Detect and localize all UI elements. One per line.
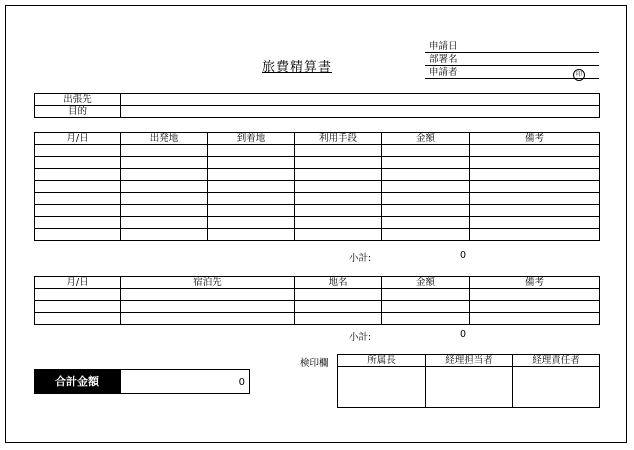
transport-table-cell[interactable] xyxy=(208,193,295,205)
transport-table xyxy=(34,132,600,241)
transport-table-cell[interactable] xyxy=(121,229,208,241)
transport-table-cell[interactable] xyxy=(35,229,121,241)
transport-table-cell[interactable] xyxy=(208,181,295,193)
applicant-field[interactable] xyxy=(425,67,599,79)
transport-table-cell[interactable] xyxy=(121,181,208,193)
lodging-table-cell[interactable] xyxy=(121,313,295,325)
transport-table-row xyxy=(35,145,600,157)
lodging-header-lodging: 宿泊先 xyxy=(121,277,295,289)
lodging-table-row xyxy=(35,289,600,301)
applicant-label: 申請者 xyxy=(429,67,458,78)
transport-table-row xyxy=(35,229,600,241)
transport-table-cell[interactable] xyxy=(382,229,470,241)
transport-table-cell[interactable] xyxy=(470,205,600,217)
approval-label: 検印欄 xyxy=(300,358,329,369)
lodging-header-notes: 備考 xyxy=(470,277,600,289)
transport-table-cell[interactable] xyxy=(295,157,382,169)
approval-table xyxy=(337,354,600,408)
transport-subtotal-value: 0 xyxy=(459,250,466,261)
transport-table-cell[interactable] xyxy=(35,145,121,157)
transport-table-cell[interactable] xyxy=(295,229,382,241)
lodging-table-row xyxy=(35,313,600,325)
lodging-table-cell[interactable] xyxy=(295,289,382,301)
transport-table-cell[interactable] xyxy=(470,145,600,157)
lodging-header-row xyxy=(35,277,600,289)
transport-table-cell[interactable] xyxy=(35,157,121,169)
transport-table-cell[interactable] xyxy=(470,169,600,181)
approval-stamp-accounting-staff[interactable] xyxy=(426,367,513,408)
transport-table-cell[interactable] xyxy=(121,193,208,205)
transport-table-cell[interactable] xyxy=(35,193,121,205)
transport-table-cell[interactable] xyxy=(382,217,470,229)
lodging-table-cell[interactable] xyxy=(382,289,470,301)
transport-table-cell[interactable] xyxy=(382,181,470,193)
transport-table-cell[interactable] xyxy=(208,169,295,181)
lodging-table-cell[interactable] xyxy=(470,301,600,313)
transport-table-cell[interactable] xyxy=(121,169,208,181)
department-label: 部署名 xyxy=(429,54,458,65)
transport-table-cell[interactable] xyxy=(121,205,208,217)
transport-table-cell[interactable] xyxy=(470,181,600,193)
lodging-table-cell[interactable] xyxy=(35,289,121,301)
transport-table-cell[interactable] xyxy=(470,157,600,169)
lodging-table-cell[interactable] xyxy=(35,313,121,325)
transport-header-arrival: 到着地 xyxy=(208,133,295,145)
lodging-header-date: 月/日 xyxy=(35,277,121,289)
transport-table-cell[interactable] xyxy=(470,229,600,241)
destination-input[interactable] xyxy=(121,94,600,106)
transport-table-row xyxy=(35,193,600,205)
purpose-label: 目的 xyxy=(35,106,121,118)
lodging-header-place: 地名 xyxy=(295,277,382,289)
transport-table-cell[interactable] xyxy=(208,229,295,241)
approval-stamp-accounting-chief[interactable] xyxy=(513,367,600,408)
transport-table-cell[interactable] xyxy=(208,217,295,229)
department-field[interactable] xyxy=(425,54,599,66)
lodging-table-cell[interactable] xyxy=(295,313,382,325)
transport-table-cell[interactable] xyxy=(295,145,382,157)
lodging-table xyxy=(34,276,600,325)
lodging-table-cell[interactable] xyxy=(121,289,295,301)
transport-header-amount: 金額 xyxy=(382,133,470,145)
transport-table-row xyxy=(35,217,600,229)
transport-table-cell[interactable] xyxy=(121,157,208,169)
application-date-field[interactable] xyxy=(425,41,599,53)
transport-table-cell[interactable] xyxy=(35,205,121,217)
transport-table-cell[interactable] xyxy=(382,193,470,205)
transport-table-cell[interactable] xyxy=(208,157,295,169)
transport-table-cell[interactable] xyxy=(35,181,121,193)
transport-subtotal-label: 小計: xyxy=(349,253,372,264)
approval-header-accounting-chief: 経理責任者 xyxy=(513,355,600,367)
total-amount-value[interactable]: 0 xyxy=(120,369,250,394)
transport-header-departure: 出発地 xyxy=(121,133,208,145)
transport-table-cell[interactable] xyxy=(208,205,295,217)
seal-icon: 印 xyxy=(573,69,585,81)
transport-table-cell[interactable] xyxy=(121,145,208,157)
transport-table-cell[interactable] xyxy=(382,145,470,157)
transport-table-row xyxy=(35,169,600,181)
transport-table-cell[interactable] xyxy=(208,145,295,157)
transport-table-cell[interactable] xyxy=(295,205,382,217)
transport-table-cell[interactable] xyxy=(470,193,600,205)
lodging-table-cell[interactable] xyxy=(382,301,470,313)
trip-info-table xyxy=(34,93,600,118)
transport-table-cell[interactable] xyxy=(35,169,121,181)
transport-header-date: 月/日 xyxy=(35,133,121,145)
application-date-label: 申請日 xyxy=(429,41,458,52)
lodging-table-cell[interactable] xyxy=(382,313,470,325)
transport-table-cell[interactable] xyxy=(295,169,382,181)
lodging-table-cell[interactable] xyxy=(470,313,600,325)
transport-table-cell[interactable] xyxy=(35,217,121,229)
approval-stamp-manager[interactable] xyxy=(338,367,426,408)
document-title: 旅費精算書 xyxy=(262,60,333,75)
transport-table-cell[interactable] xyxy=(382,157,470,169)
lodging-header-amount: 金額 xyxy=(382,277,470,289)
lodging-table-cell[interactable] xyxy=(295,301,382,313)
lodging-table-cell[interactable] xyxy=(121,301,295,313)
transport-table-cell[interactable] xyxy=(295,217,382,229)
transport-table-cell[interactable] xyxy=(295,193,382,205)
lodging-subtotal-value: 0 xyxy=(459,329,466,340)
lodging-table-cell[interactable] xyxy=(35,301,121,313)
lodging-subtotal-label: 小計: xyxy=(349,332,372,343)
transport-table-cell[interactable] xyxy=(382,205,470,217)
transport-table-row xyxy=(35,157,600,169)
transport-table-cell[interactable] xyxy=(295,181,382,193)
destination-label: 出張先 xyxy=(35,94,121,106)
transport-header-notes: 備考 xyxy=(470,133,600,145)
transport-table-row xyxy=(35,181,600,193)
lodging-table-cell[interactable] xyxy=(470,289,600,301)
transport-table-row xyxy=(35,205,600,217)
transport-header-means: 利用手段 xyxy=(295,133,382,145)
transport-table-cell[interactable] xyxy=(470,217,600,229)
purpose-input[interactable] xyxy=(121,106,600,118)
transport-table-cell[interactable] xyxy=(382,169,470,181)
transport-table-cell[interactable] xyxy=(121,217,208,229)
approval-header-manager: 所属長 xyxy=(338,355,426,367)
transport-header-row xyxy=(35,133,600,145)
lodging-table-row xyxy=(35,301,600,313)
approval-header-accounting-staff: 経理担当者 xyxy=(426,355,513,367)
total-amount-label: 合計金額 xyxy=(34,369,120,394)
